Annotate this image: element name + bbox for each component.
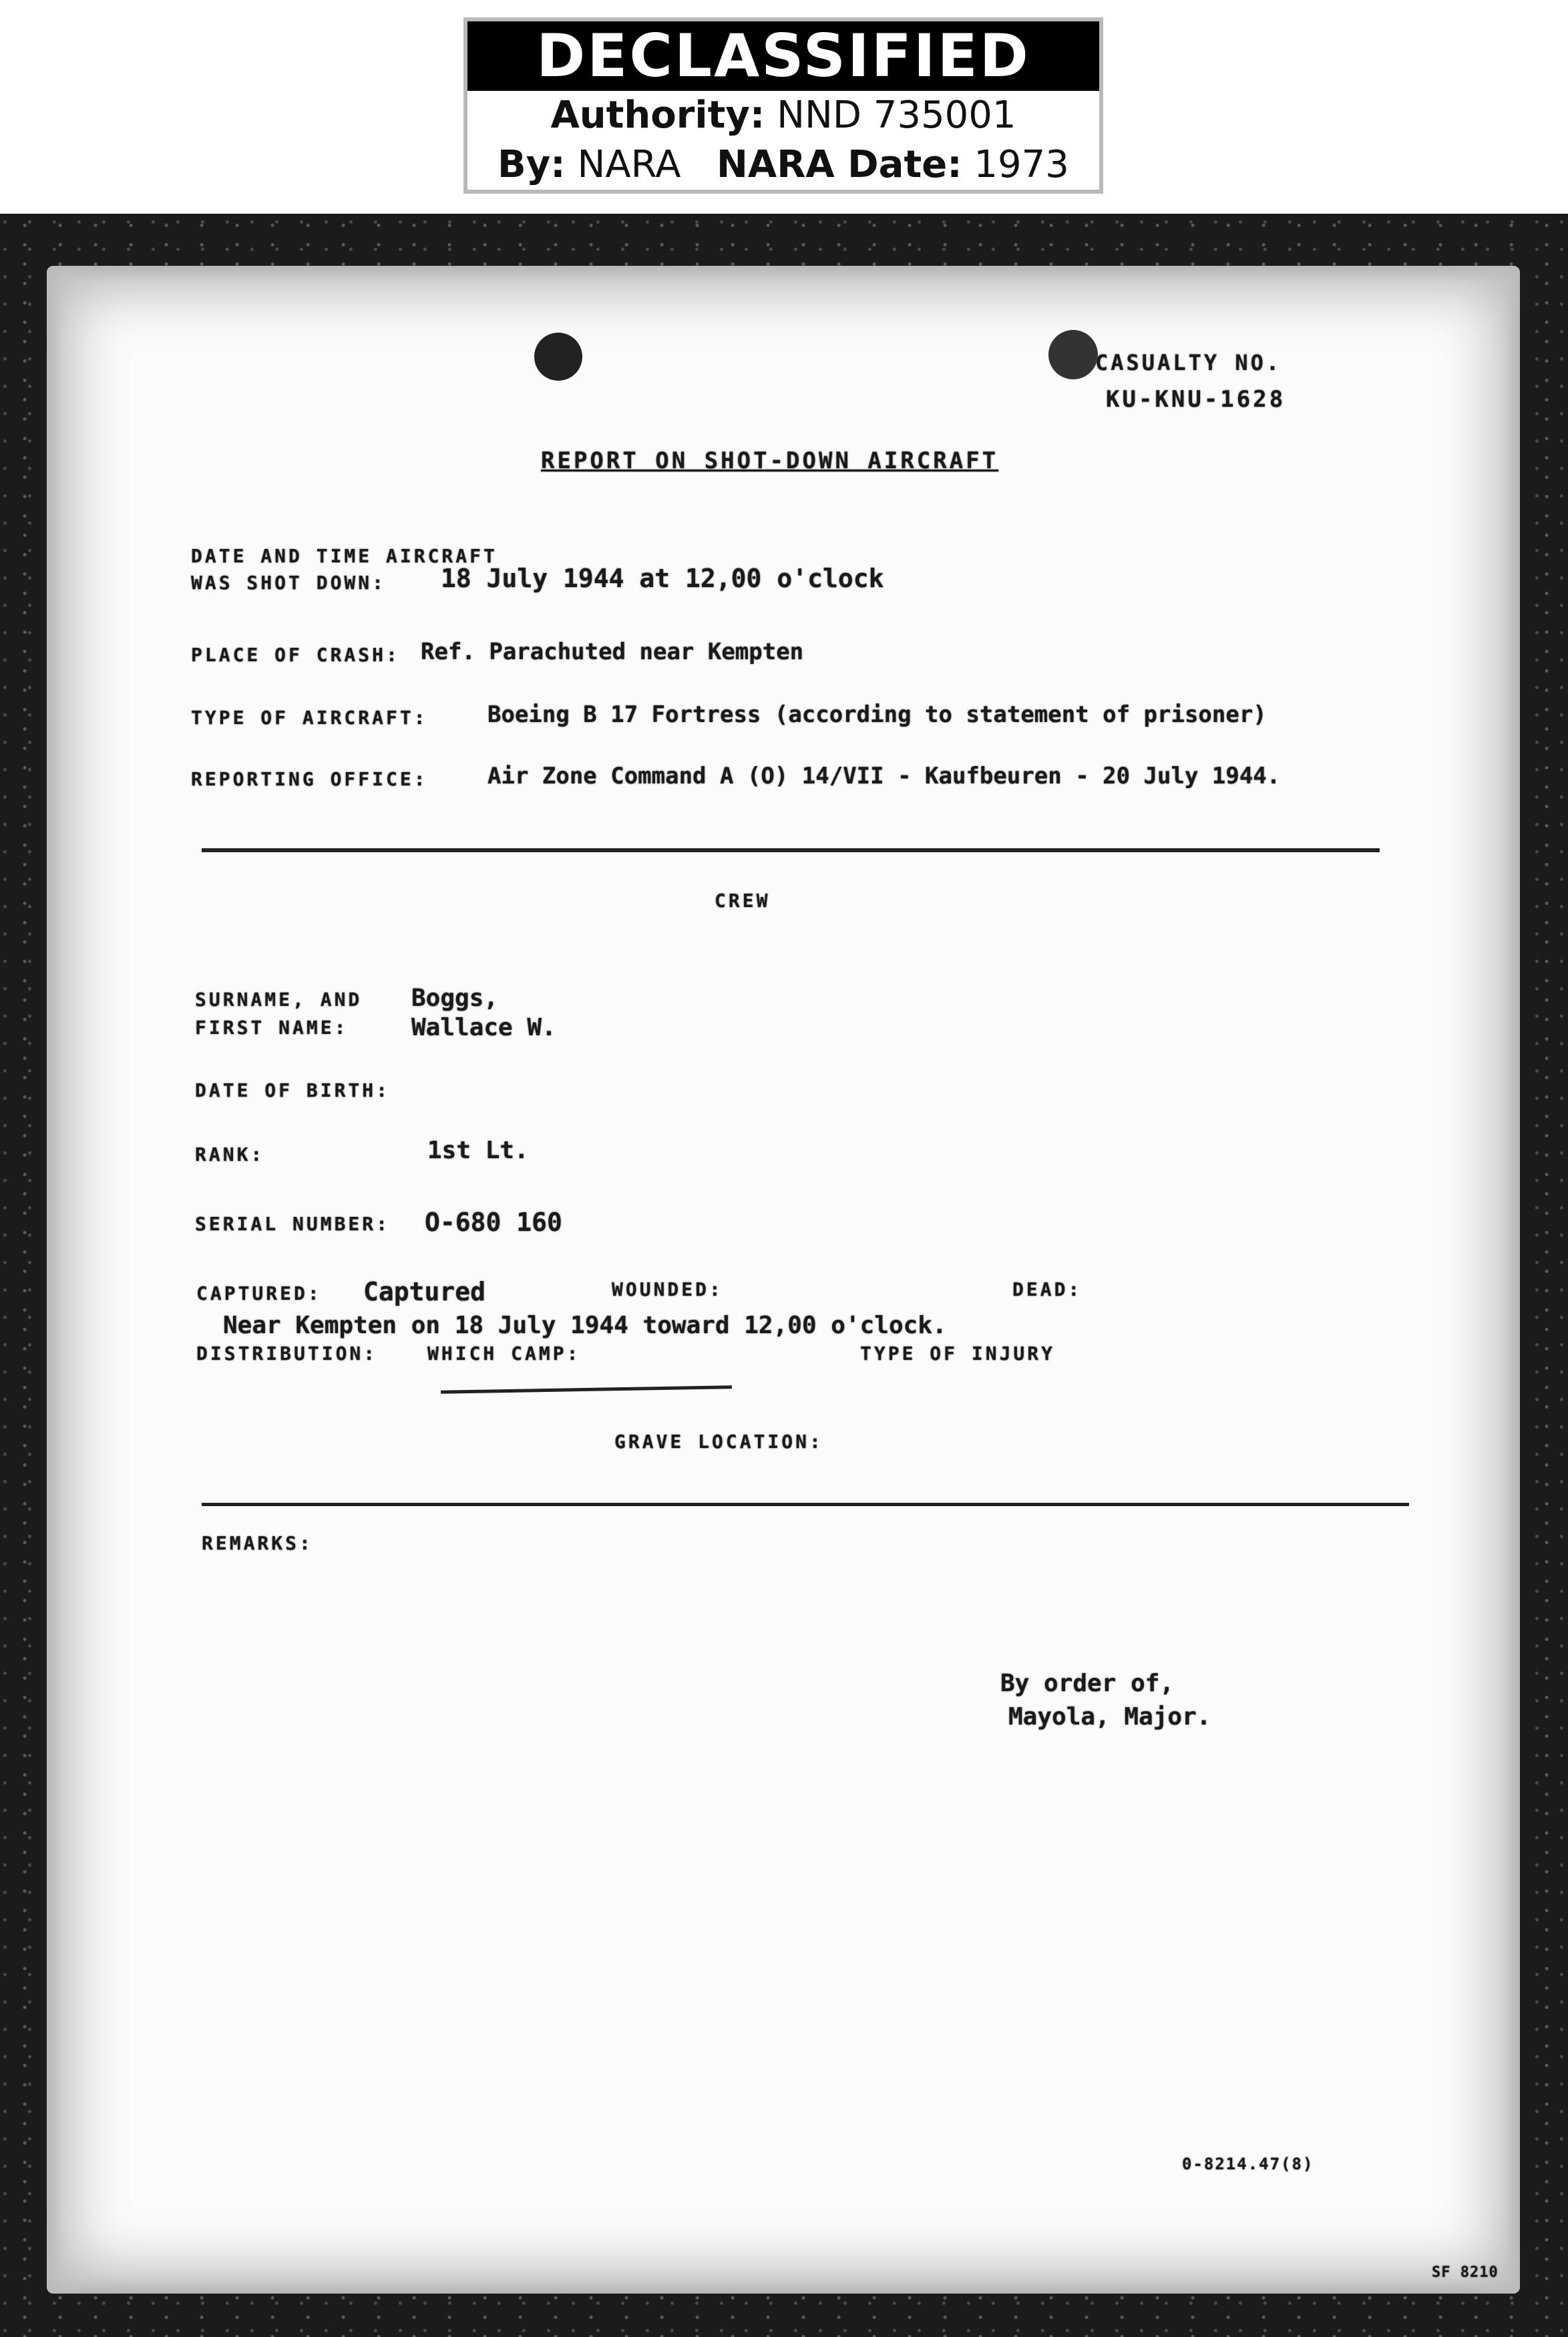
captured-label: CAPTURED: xyxy=(196,1282,322,1304)
type-value: Boeing B 17 Fortress (according to statement of prisoner) xyxy=(487,701,1267,728)
corner-code: SF 8210 xyxy=(1432,2264,1499,2281)
first-name-value: Wallace W. xyxy=(411,1014,556,1041)
document-page xyxy=(47,266,1520,2294)
camp-label: WHICH CAMP: xyxy=(427,1342,581,1365)
captured-value: Captured xyxy=(363,1277,486,1306)
wounded-label: WOUNDED: xyxy=(612,1278,723,1300)
form-code: 0-8214.47(8) xyxy=(1182,2155,1314,2173)
stamp-date-value: 1973 xyxy=(974,143,1069,186)
rank-label: RANK: xyxy=(195,1143,265,1165)
date-time-label-2: WAS SHOT DOWN: xyxy=(191,572,387,594)
dob-label: DATE OF BIRTH: xyxy=(195,1079,391,1101)
scan-frame xyxy=(0,214,1568,2337)
dead-label: DEAD: xyxy=(1012,1278,1083,1300)
surname-value: Boggs, xyxy=(411,984,499,1012)
stamp-title: DECLASSIFIED xyxy=(467,21,1099,91)
declassified-stamp xyxy=(463,17,1103,194)
stamp-by-label: By: xyxy=(498,143,566,186)
divider-top xyxy=(202,848,1380,852)
stamp-date-label: NARA Date: xyxy=(717,143,962,186)
grave-label: GRAVE LOCATION: xyxy=(614,1431,823,1453)
type-label: TYPE OF AIRCRAFT: xyxy=(191,707,428,729)
order-line-1: By order of, xyxy=(1000,1670,1175,1697)
signature-stroke xyxy=(441,1385,732,1394)
stamp-authority-value: NND 735001 xyxy=(777,94,1016,137)
office-label: REPORTING OFFICE: xyxy=(191,768,428,790)
rank-value: 1st Lt. xyxy=(427,1137,529,1164)
distribution-label: DISTRIBUTION: xyxy=(196,1342,378,1365)
divider-bottom xyxy=(202,1503,1409,1506)
stamp-authority-line xyxy=(467,91,1099,140)
surname-label-2: FIRST NAME: xyxy=(195,1017,349,1039)
report-title: REPORT ON SHOT-DOWN AIRCRAFT xyxy=(541,447,999,474)
place-value: Ref. Parachuted near Kempten xyxy=(421,639,804,665)
stamp-by-line xyxy=(467,140,1099,190)
office-value: Air Zone Command A (O) 14/VII - Kaufbeuren - 20 July 1944. xyxy=(487,763,1281,789)
serial-value: O-680 160 xyxy=(425,1208,562,1237)
crew-heading: CREW xyxy=(715,890,771,912)
punch-hole xyxy=(534,333,582,381)
date-time-value: 18 July 1944 at 12,00 o'clock xyxy=(441,564,884,593)
casualty-label: CASUALTY NO. xyxy=(1095,350,1282,375)
place-label: PLACE OF CRASH: xyxy=(191,644,400,666)
seal-mark xyxy=(1048,330,1098,379)
stamp-authority-label: Authority: xyxy=(550,94,765,137)
injury-label: TYPE OF INJURY xyxy=(860,1342,1056,1365)
casualty-number: KU-KNU-1628 xyxy=(1106,386,1286,413)
surname-label-1: SURNAME, AND xyxy=(195,988,363,1011)
captured-detail: Near Kempten on 18 July 1944 toward 12,00 o'clock. xyxy=(223,1312,947,1339)
order-line-2: Mayola, Major. xyxy=(1008,1703,1211,1731)
remarks-label: REMARKS: xyxy=(202,1532,313,1554)
serial-label: SERIAL NUMBER: xyxy=(195,1213,391,1235)
stamp-by-value: NARA xyxy=(577,143,681,186)
date-time-label-1: DATE AND TIME AIRCRAFT xyxy=(191,545,498,567)
